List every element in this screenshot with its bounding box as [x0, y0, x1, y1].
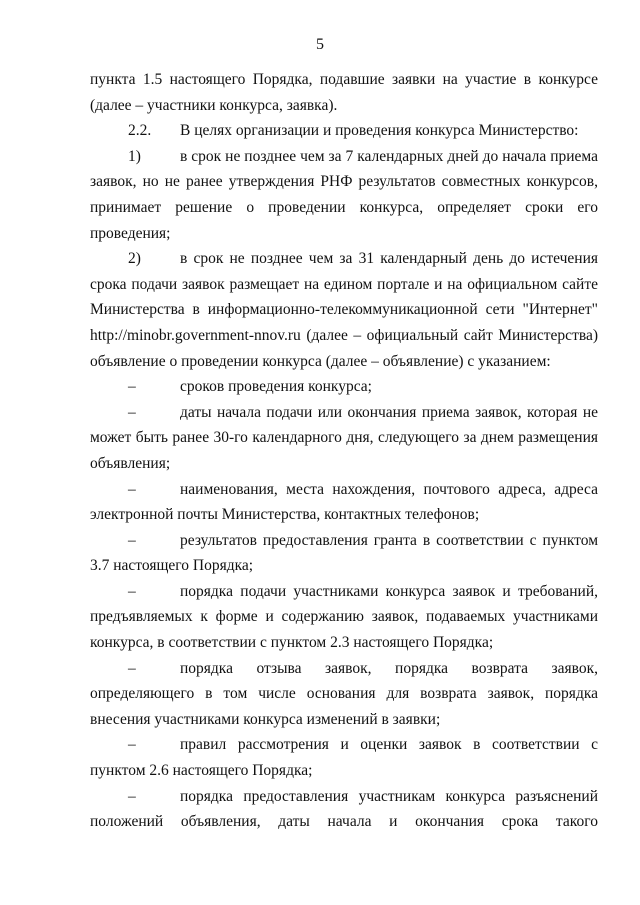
dash-marker: – [128, 531, 136, 549]
dash-marker: – [128, 736, 136, 754]
paragraph-marker: 1) [128, 147, 141, 165]
paragraph-marker: 2) [128, 250, 141, 268]
dash-marker: – [128, 480, 136, 498]
page-number: 5 [316, 36, 324, 53]
document-body [90, 67, 598, 835]
list-item-dash [90, 400, 598, 477]
paragraph-continuation [90, 67, 598, 118]
paragraph-2-2 [90, 118, 598, 144]
dash-marker: – [128, 787, 136, 805]
list-item-dash [90, 656, 598, 733]
list-item-dash [90, 477, 598, 528]
list-item-dash [90, 732, 598, 783]
paragraph-text: сроков проведения конкурса; [180, 378, 372, 396]
paragraph-text: в срок не позднее чем за 7 календарных дней до начала приема заявок, но не ранее утверждения РНФ результатов совместных конкурсов, принимает решение о проведении конкурса, определяет сроки его проведения; [90, 147, 598, 242]
paragraph-text: правил рассмотрения и оценки заявок в соответствии с пунктом 2.6 настоящего Порядка; [90, 736, 598, 780]
dash-marker: – [128, 403, 136, 421]
dash-marker: – [128, 378, 136, 396]
paragraph-text: В целях организации и проведения конкурса Министерство: [180, 122, 579, 140]
paragraph-text: в срок не позднее чем за 31 календарный день до истечения срока подачи заявок размещает на едином портале и на официальном сайте Министерства в информационно-телекоммуникационной сети "Интернет" http://minobr.government-nnov.ru (далее – официальный сайт Министерства) объявление о проведении конкурса (далее – объявление) с указанием: [90, 250, 598, 370]
dash-marker: – [128, 582, 136, 600]
paragraph-item-2 [90, 246, 598, 374]
paragraph-text: порядка отзыва заявок, порядка возврата заявок, определяющего в том числе основания для возврата заявок, порядка внесения участниками конкурса изменений в заявки; [90, 659, 598, 728]
paragraph-text: порядка подачи участниками конкурса заявок и требований, предъявляемых к форме и содержанию заявок, подаваемых участниками конкурса, в соответствии с пунктом 2.3 настоящего Порядка; [90, 582, 598, 652]
list-item-dash [90, 374, 598, 400]
paragraph-text: наименования, места нахождения, почтового адреса, адреса электронной почты Министерства, контактных телефонов; [90, 480, 598, 524]
paragraph-marker: 2.2. [128, 122, 152, 140]
paragraph-text: порядка предоставления участникам конкурса разъяснений положений объявления, даты начала и окончания срока такого [90, 787, 598, 831]
list-item-dash [90, 528, 598, 579]
list-item-dash [90, 579, 598, 656]
list-item-dash [90, 784, 598, 835]
paragraph-text: пункта 1.5 настоящего Порядка, подавшие заявки на участие в конкурсе (далее – участники конкурса, заявка). [90, 71, 598, 114]
paragraph-text: даты начала подачи или окончания приема заявок, которая не может быть ранее 30-го календарного дня, следующего за днем размещения объявления; [90, 403, 598, 472]
paragraph-text: результатов предоставления гранта в соответствии с пунктом 3.7 настоящего Порядка; [90, 531, 598, 575]
paragraph-item-1 [90, 144, 598, 246]
dash-marker: – [128, 659, 136, 677]
